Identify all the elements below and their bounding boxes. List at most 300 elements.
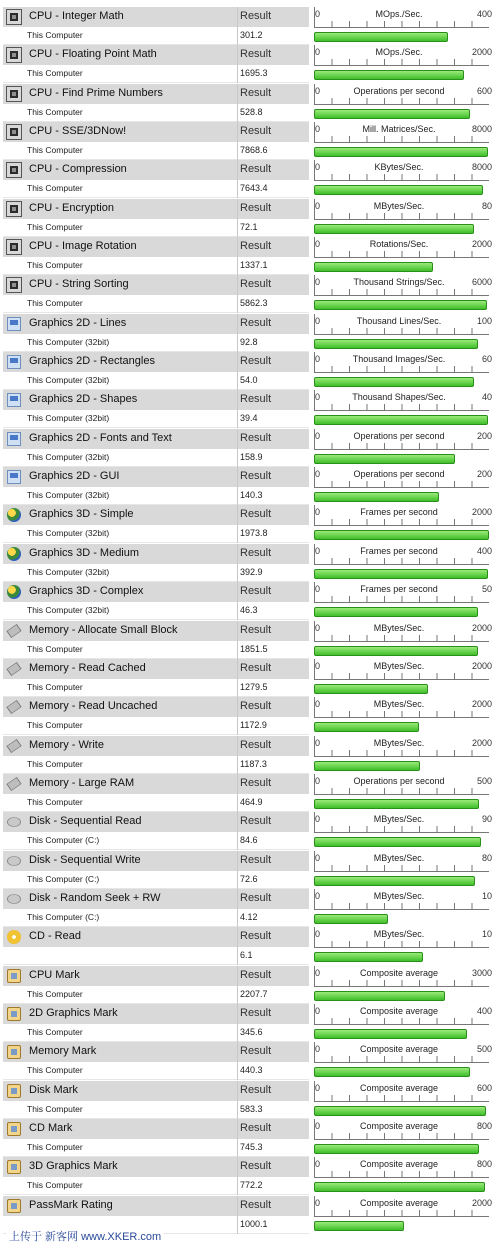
test-detail: [3, 180, 309, 198]
result-bar: [314, 185, 483, 195]
result-bar: [314, 761, 420, 771]
scale-zero: 0: [315, 1044, 321, 1055]
column-divider: [237, 1004, 238, 1042]
mark-icon: [7, 1199, 21, 1213]
result-column-label: Result: [240, 431, 272, 444]
test-name: 2D Graphics Mark: [29, 1006, 118, 1019]
test-header: [3, 851, 309, 872]
cpu-chip-icon: [7, 202, 21, 216]
test-detail: [3, 487, 309, 505]
test-name: Graphics 2D - Rectangles: [29, 355, 155, 368]
scale-ticks: [314, 251, 489, 258]
benchmark-row: [3, 390, 494, 428]
test-header: [3, 812, 309, 833]
benchmark-row: [3, 352, 494, 390]
result-value: 1279.5: [240, 681, 268, 692]
column-divider: [237, 467, 238, 505]
result-column-label: Result: [240, 623, 272, 636]
monitor-icon: [7, 470, 21, 484]
benchmark-row: [3, 505, 494, 543]
scale-ticks: [314, 673, 489, 680]
result-bar: [314, 646, 478, 656]
result-column-label: Result: [240, 86, 272, 99]
scale-max: 100: [476, 315, 492, 326]
scale-unit: MOps./Sec.: [375, 9, 423, 19]
computer-label: This Computer (32bit): [27, 528, 110, 539]
result-column-label: Result: [240, 393, 272, 406]
column-divider: [237, 1196, 238, 1234]
result-value: 46.3: [240, 605, 258, 616]
scale-zero: 0: [315, 430, 321, 441]
result-column-label: Result: [240, 1121, 272, 1134]
result-value: 72.1: [240, 221, 258, 232]
scale-zero: 0: [315, 890, 321, 901]
result-column-label: Result: [240, 661, 272, 674]
test-header: [3, 122, 309, 143]
result-bar: [314, 32, 448, 42]
cpu-chip-icon: [7, 87, 21, 101]
scale-ticks: [314, 1133, 489, 1140]
mark-icon: [7, 1160, 21, 1174]
test-detail: [3, 410, 309, 428]
test-name: Memory - Read Uncached: [29, 700, 158, 713]
cpu-chip-icon: [7, 240, 21, 254]
scale-unit: Thousand Lines/Sec.: [356, 315, 442, 326]
test-header: [3, 199, 309, 220]
computer-label: This Computer: [27, 796, 83, 807]
monitor-icon: [7, 432, 21, 446]
column-divider: [237, 314, 238, 352]
scale-zero: 0: [315, 469, 321, 480]
monitor-icon: [7, 317, 21, 331]
bar-scale: [312, 7, 492, 27]
result-value: 745.3: [240, 1141, 263, 1152]
column-divider: [237, 275, 238, 313]
test-detail: [3, 794, 309, 812]
column-divider: [237, 122, 238, 160]
result-value: 1187.3: [240, 758, 267, 769]
scale-unit: Composite average: [359, 1120, 439, 1131]
result-value: 39.4: [240, 413, 258, 424]
result-column-label: Result: [240, 355, 272, 368]
scale-ticks: [314, 59, 489, 66]
scale-zero: 0: [315, 775, 321, 786]
test-name: CPU - Integer Math: [29, 10, 124, 22]
scale-unit: MBytes/Sec.: [373, 699, 425, 710]
scale-unit: Rotations/Sec.: [369, 239, 429, 250]
scale-max: 2000: [471, 239, 492, 250]
result-bar: [314, 70, 464, 80]
test-header: [3, 390, 309, 411]
column-divider: [237, 160, 238, 198]
result-column-label: Result: [240, 930, 272, 943]
column-divider: [237, 199, 238, 237]
column-divider: [237, 505, 238, 543]
column-divider: [237, 84, 238, 122]
test-name: Disk - Sequential Read: [29, 815, 142, 828]
column-divider: [237, 697, 238, 735]
result-column-label: Result: [240, 470, 272, 483]
result-value: 72.6: [240, 873, 258, 884]
scale-max: 2000: [471, 622, 492, 633]
test-name: Graphics 3D - Simple: [29, 508, 134, 521]
bar-scale: [312, 199, 492, 219]
column-divider: [237, 237, 238, 275]
scale-ticks: [314, 174, 489, 181]
scale-zero: 0: [315, 1120, 321, 1131]
test-header: [3, 505, 309, 526]
scale-ticks: [314, 941, 489, 948]
computer-label: This Computer: [27, 720, 83, 731]
scale-zero: 0: [315, 737, 321, 748]
result-bar: [314, 914, 388, 924]
test-header: [3, 582, 309, 603]
column-divider: [237, 736, 238, 774]
bar-scale: [312, 1004, 492, 1024]
scale-ticks: [314, 213, 489, 220]
result-value: 345.6: [240, 1026, 263, 1037]
computer-label: This Computer: [27, 106, 83, 117]
test-name: CPU Mark: [29, 968, 80, 981]
mark-icon: [7, 1122, 21, 1136]
test-header: [3, 1004, 309, 1025]
benchmark-row: [3, 774, 494, 812]
bar-scale: [312, 697, 492, 717]
scale-max: 800: [476, 1120, 492, 1131]
column-divider: [237, 927, 238, 965]
result-value: 440.3: [240, 1065, 263, 1076]
result-value: 5862.3: [240, 298, 268, 309]
scale-max: 400: [476, 9, 492, 19]
test-detail: [3, 27, 309, 45]
scale-unit: Composite average: [359, 1005, 439, 1016]
test-name: CPU - Floating Point Math: [29, 48, 157, 61]
result-bar: [314, 224, 474, 234]
hard-disk-icon: [7, 856, 21, 866]
scale-ticks: [314, 711, 489, 718]
test-header: [3, 544, 309, 565]
test-detail: [3, 679, 309, 697]
result-bar: [314, 339, 478, 349]
bar-scale: [312, 237, 492, 257]
result-value: 6.1: [240, 950, 253, 961]
scale-unit: Operations per second: [353, 469, 445, 480]
scale-max: 500: [476, 775, 492, 786]
test-name: Memory - Allocate Small Block: [29, 623, 178, 636]
scale-max: 80: [481, 852, 492, 863]
scale-ticks: [314, 519, 489, 526]
column-divider: [237, 774, 238, 812]
scale-max: 2000: [471, 737, 492, 748]
result-bar: [314, 684, 428, 694]
scale-max: 90: [481, 814, 492, 825]
hard-disk-icon: [7, 817, 21, 827]
result-column-label: Result: [240, 163, 272, 176]
result-bar: [314, 1182, 485, 1192]
cpu-chip-icon: [7, 163, 21, 177]
bar-scale: [312, 45, 492, 65]
result-value: 7643.4: [240, 183, 268, 194]
bar-scale: [312, 851, 492, 871]
test-header: [3, 1157, 309, 1178]
benchmark-row: [3, 1081, 494, 1119]
scale-ticks: [314, 558, 489, 565]
bar-scale: [312, 160, 492, 180]
benchmark-row: [3, 1157, 494, 1195]
result-value: 54.0: [240, 375, 258, 386]
cpu-chip-icon: [7, 278, 21, 292]
scale-zero: 0: [315, 660, 321, 671]
column-divider: [237, 621, 238, 659]
result-value: 528.8: [240, 106, 263, 117]
result-column-label: Result: [240, 1160, 272, 1173]
result-column-label: Result: [240, 853, 272, 866]
scale-ticks: [314, 1095, 489, 1102]
scale-ticks: [314, 635, 489, 642]
scale-ticks: [314, 980, 489, 987]
test-detail: [3, 717, 309, 735]
column-divider: [237, 390, 238, 428]
scale-unit: Composite average: [359, 1197, 439, 1208]
test-detail: [3, 525, 309, 543]
result-value: 1337.1: [240, 260, 268, 271]
scale-unit: Operations per second: [353, 85, 445, 96]
benchmark-row: [3, 237, 494, 275]
benchmark-row: [3, 45, 494, 83]
test-name: Disk - Sequential Write: [29, 853, 141, 866]
scale-max: 8000: [471, 162, 492, 173]
scale-unit: Thousand Images/Sec.: [352, 354, 446, 365]
mark-icon: [7, 1045, 21, 1059]
bar-scale: [312, 736, 492, 756]
computer-label: This Computer: [27, 758, 83, 769]
memory-stick-icon: [6, 777, 21, 791]
test-header: [3, 889, 309, 910]
result-value: 392.9: [240, 566, 263, 577]
benchmark-row: [3, 851, 494, 889]
test-header: [3, 467, 309, 488]
result-value: 1000.1: [240, 1218, 268, 1229]
test-detail: [3, 1024, 309, 1042]
column-divider: [237, 45, 238, 83]
benchmark-row: [3, 467, 494, 505]
test-name: CPU - Compression: [29, 163, 127, 176]
column-divider: [237, 889, 238, 927]
result-column-label: Result: [240, 968, 272, 981]
memory-stick-icon: [6, 623, 21, 637]
scale-max: 200: [476, 469, 492, 480]
scale-zero: 0: [315, 967, 321, 978]
scale-zero: 0: [315, 584, 321, 595]
cpu-chip-icon: [7, 48, 21, 62]
result-bar: [314, 876, 475, 886]
result-value: 1973.8: [240, 528, 268, 539]
scale-max: 10: [481, 890, 492, 901]
test-detail: [3, 947, 309, 965]
result-value: 92.8: [240, 336, 258, 347]
test-detail: [3, 909, 309, 927]
computer-label: This Computer: [27, 1141, 83, 1152]
benchmark-results-list: [3, 7, 494, 1234]
benchmark-row: [3, 7, 494, 45]
test-detail: [3, 1101, 309, 1119]
result-bar: [314, 492, 439, 502]
computer-label: This Computer: [27, 643, 83, 654]
result-column-label: Result: [240, 1083, 272, 1096]
monitor-icon: [7, 355, 21, 369]
scale-max: 2000: [471, 1197, 492, 1208]
scale-zero: 0: [315, 162, 321, 173]
scale-max: 800: [476, 1159, 492, 1170]
scale-unit: Frames per second: [360, 507, 438, 518]
scale-max: 6000: [471, 277, 492, 288]
test-name: Memory - Large RAM: [29, 776, 135, 789]
cpu-chip-icon: [7, 10, 21, 24]
scale-unit: Thousand Shapes/Sec.: [352, 392, 446, 403]
bar-scale: [312, 659, 492, 679]
computer-label: This Computer (C:): [27, 835, 100, 846]
result-column-label: Result: [240, 1198, 272, 1211]
test-name: CPU - String Sorting: [29, 278, 129, 291]
globe-3d-icon: [7, 547, 21, 561]
computer-label: This Computer (C:): [27, 873, 100, 884]
test-header: [3, 237, 309, 258]
scale-ticks: [314, 328, 489, 335]
test-name: Memory - Write: [29, 738, 104, 751]
result-value: 4.12: [240, 911, 258, 922]
scale-unit: Composite average: [359, 967, 439, 978]
computer-label: This Computer: [27, 298, 83, 309]
bar-scale: [312, 122, 492, 142]
column-divider: [237, 1081, 238, 1119]
scale-max: 3000: [471, 967, 492, 978]
bar-scale: [312, 621, 492, 641]
test-detail: [3, 257, 309, 275]
scale-zero: 0: [315, 507, 321, 518]
result-column-label: Result: [240, 278, 272, 291]
scale-ticks: [314, 750, 489, 757]
benchmark-row: [3, 160, 494, 198]
test-detail: [3, 1177, 309, 1195]
computer-label: This Computer: [27, 145, 83, 156]
scale-unit: MOps./Sec.: [375, 47, 423, 58]
benchmark-row: [3, 927, 494, 965]
benchmark-row: [3, 429, 494, 467]
computer-label: This Computer (C:): [27, 911, 100, 922]
result-bar: [314, 1067, 470, 1077]
scale-zero: 0: [315, 852, 321, 863]
column-divider: [237, 966, 238, 1004]
benchmark-row: [3, 582, 494, 620]
test-detail: [3, 1062, 309, 1080]
benchmark-row: [3, 84, 494, 122]
column-divider: [237, 659, 238, 697]
scale-unit: MBytes/Sec.: [373, 890, 425, 901]
result-bar: [314, 799, 479, 809]
bar-scale: [312, 505, 492, 525]
test-detail: [3, 219, 309, 237]
test-header: [3, 1196, 309, 1217]
scale-unit: Operations per second: [353, 430, 445, 441]
scale-ticks: [314, 404, 489, 411]
mark-icon: [7, 969, 21, 983]
column-divider: [237, 1157, 238, 1195]
result-bar: [314, 569, 488, 579]
test-name: Graphics 2D - Fonts and Text: [29, 431, 172, 444]
benchmark-row: [3, 1119, 494, 1157]
result-value: 7868.6: [240, 145, 268, 156]
test-detail: [3, 142, 309, 160]
scale-max: 2000: [471, 507, 492, 518]
bar-scale: [312, 275, 492, 295]
scale-max: 2000: [471, 47, 492, 58]
scale-zero: 0: [315, 354, 321, 365]
result-bar: [314, 1221, 404, 1231]
test-name: Disk Mark: [29, 1083, 78, 1096]
test-header: [3, 352, 309, 373]
test-header: [3, 927, 309, 948]
test-detail: [3, 372, 309, 390]
computer-label: This Computer: [27, 988, 83, 999]
hard-disk-icon: [7, 894, 21, 904]
memory-stick-icon: [6, 738, 21, 752]
result-value: 1851.5: [240, 643, 268, 654]
monitor-icon: [7, 393, 21, 407]
scale-max: 600: [476, 1082, 492, 1093]
bar-scale: [312, 889, 492, 909]
computer-label: This Computer (32bit): [27, 451, 110, 462]
scale-unit: MBytes/Sec.: [373, 737, 425, 748]
test-detail: [3, 65, 309, 83]
computer-label: This Computer (32bit): [27, 490, 110, 501]
computer-label: This Computer: [27, 68, 83, 79]
test-name: CPU - Find Prime Numbers: [29, 86, 163, 99]
test-detail: [3, 295, 309, 313]
result-value: 1695.3: [240, 68, 268, 79]
test-header: [3, 774, 309, 795]
bar-scale: [312, 1081, 492, 1101]
result-bar: [314, 377, 474, 387]
scale-ticks: [314, 788, 489, 795]
test-name: CPU - Encryption: [29, 201, 114, 214]
benchmark-row: [3, 275, 494, 313]
scale-unit: MBytes/Sec.: [373, 929, 425, 940]
benchmark-row: [3, 314, 494, 352]
bar-scale: [312, 314, 492, 334]
result-value: 464.9: [240, 796, 263, 807]
result-value: 772.2: [240, 1180, 263, 1191]
column-divider: [237, 1042, 238, 1080]
scale-zero: 0: [315, 392, 321, 403]
benchmark-row: [3, 1042, 494, 1080]
scale-unit: Composite average: [359, 1044, 439, 1055]
column-divider: [237, 544, 238, 582]
scale-unit: Operations per second: [353, 775, 445, 786]
test-name: CD - Read: [29, 930, 81, 943]
test-header: [3, 429, 309, 450]
scale-max: 500: [476, 1044, 492, 1055]
column-divider: [237, 851, 238, 889]
test-detail: [3, 104, 309, 122]
scale-max: 200: [476, 430, 492, 441]
result-value: 140.3: [240, 490, 263, 501]
scale-zero: 0: [315, 929, 321, 940]
test-name: 3D Graphics Mark: [29, 1160, 118, 1173]
bar-scale: [312, 429, 492, 449]
bar-scale: [312, 544, 492, 564]
result-column-label: Result: [240, 776, 272, 789]
cd-disc-icon: [7, 930, 21, 944]
